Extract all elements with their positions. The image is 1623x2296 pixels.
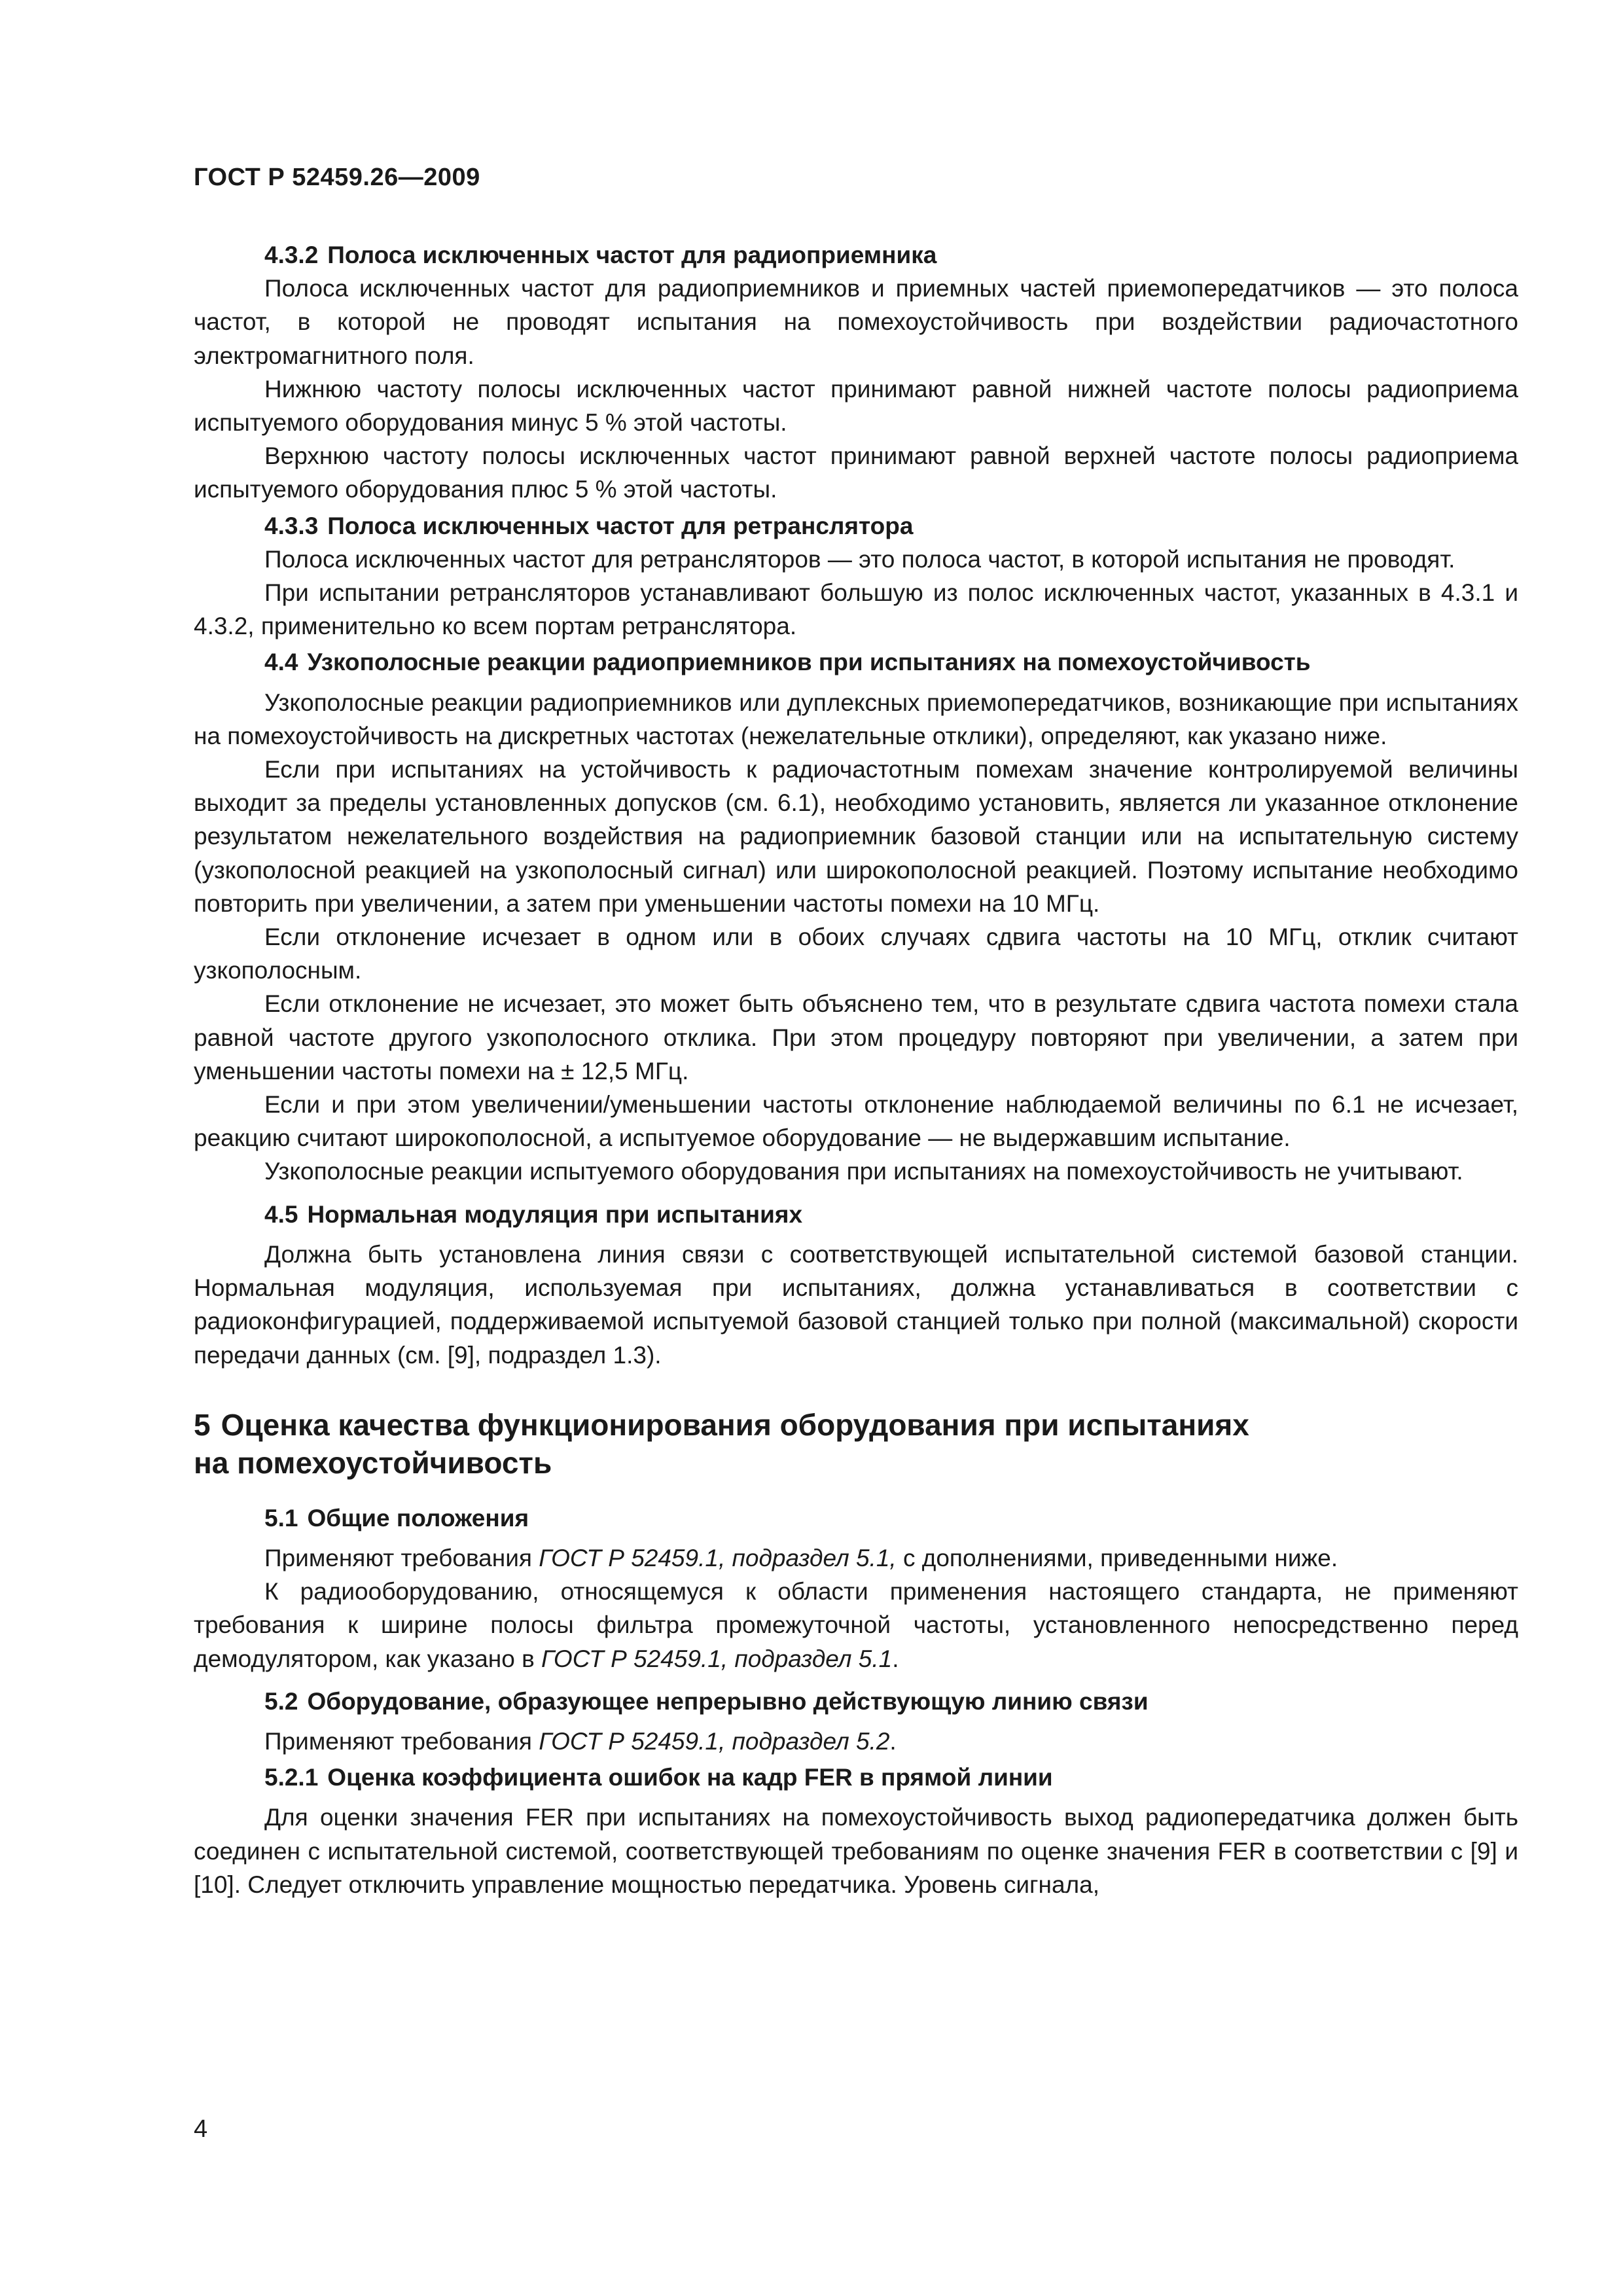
section-number: 4.3.3 bbox=[264, 512, 319, 539]
text: с дополнениями, приведенными ниже. bbox=[896, 1544, 1338, 1571]
section-title: Оценка коэффициента ошибок на кадр FER в прямой линии bbox=[327, 1764, 1053, 1791]
paragraph: Узкополосные реакции радиоприемников или дуплексных приемопередатчиков, возникающие при испытаниях на помехоустойчивость на дискретных частотах (нежелательные отклики), определяют, как указано ниже. bbox=[194, 689, 1518, 749]
paragraph bbox=[194, 1725, 1518, 1758]
section-title: Нормальная модуляция при испытаниях bbox=[307, 1200, 803, 1228]
paragraph: Узкополосные реакции испытуемого оборудования при испытаниях на помехоустойчивость не учитывают. bbox=[264, 1158, 1463, 1185]
paragraph: Должна быть установлена линия связи с соответствующей испытательной системой базовой станции. Нормальная модуляция, используемая при испытаниях, должна устанавливаться в соответствии с радиоконфигурацией, поддерживаемой испытуемой базовой станцией только при полной (максимальной) скорости передачи данных (см. [9], подраздел 1.3). bbox=[194, 1240, 1518, 1369]
paragraph: Полоса исключенных частот для ретрансляторов — это полоса частот, в которой испытания не проводят. bbox=[264, 545, 1455, 573]
section-heading-4-5 bbox=[194, 1198, 1518, 1231]
section-heading-4-3-2 bbox=[194, 238, 1518, 272]
paragraph: Если отклонение исчезает в одном или в обоих случаях сдвига частоты на 10 МГц, отклик считают узкополосным. bbox=[194, 924, 1518, 984]
paragraph: Верхнюю частоту полосы исключенных частот принимают равной верхней частоте полосы радиоприема испытуемого оборудования плюс 5 % этой частоты. bbox=[194, 442, 1518, 503]
paragraph: Если отклонение не исчезает, это может быть объяснено тем, что в результате сдвига частота помехи стала равной частоте другого узкополосного отклика. При этом процедуру повторяют при увеличении, а затем при уменьшении частоты помехи на ± 12,5 МГц. bbox=[194, 990, 1518, 1085]
section-number: 4.3.2 bbox=[264, 242, 319, 268]
paragraph: Если и при этом увеличении/уменьшении частоты отклонение наблюдаемой величины по 6.1 не исчезает, реакцию считают широкополосной, а испытуемое оборудование — не выдержавшим испытание. bbox=[194, 1091, 1518, 1152]
paragraph: Если при испытаниях на устойчивость к радиочастотным помехам значение контролируемой величины выходит за пределы установленных допусков (см. 6.1), необходимо установить, является ли указанное отклонение результатом нежелательного воздействия на радиоприемник базовой станции или на испытательную систему (узкополосной реакцией на узкополосный сигнал) или широкополосной реакцией. Поэтому испытание необходимо повторить при увеличении, а затем при уменьшении частоты помехи на 10 МГц. bbox=[194, 756, 1518, 917]
standard-reference: ГОСТ Р 52459.1, подраздел 5.1 bbox=[541, 1645, 893, 1672]
section-title: Полоса исключенных частот для ретранслятора bbox=[327, 512, 914, 539]
chapter-heading-5 bbox=[194, 1406, 1518, 1482]
text: . bbox=[892, 1645, 899, 1672]
chapter-title-line1: Оценка качества функционирования оборудования при испытаниях bbox=[221, 1407, 1249, 1442]
paragraph: Для оценки значения FER при испытаниях на помехоустойчивость выход радиопередатчика должен быть соединен с испытательной системой, соответствующей требованиям по оценке значения FER в соответствии с [9] и [10]. Следует отключить управление мощностью передатчика. Уровень сигнала, bbox=[194, 1804, 1518, 1898]
section-title: Общие положения bbox=[307, 1504, 529, 1532]
paragraph bbox=[194, 1541, 1518, 1575]
section-number: 5.1 bbox=[264, 1504, 298, 1532]
section-title: Оборудование, образующее непрерывно действующую линию связи bbox=[307, 1687, 1149, 1715]
standard-reference: ГОСТ Р 52459.1, подраздел 5.2 bbox=[539, 1727, 890, 1755]
document-code-header: ГОСТ Р 52459.26—2009 bbox=[194, 164, 480, 191]
section-number: 5.2.1 bbox=[264, 1764, 319, 1791]
section-heading-5-1 bbox=[194, 1501, 1518, 1535]
chapter-number: 5 bbox=[194, 1407, 211, 1442]
text: К радиооборудованию, относящемуся к области применения настоящего стандарта, не применяют требования к ширине полосы фильтра промежуточной частоты, установленного непосредственно перед демодулятором, как указано в bbox=[194, 1578, 1518, 1672]
section-number: 4.4 bbox=[264, 649, 298, 676]
chapter-title-line2: на помехоустойчивость bbox=[194, 1445, 552, 1480]
text: Применяют требования bbox=[264, 1727, 539, 1755]
section-heading-5-2-1 bbox=[194, 1761, 1518, 1794]
section-heading-4-3-3 bbox=[194, 509, 1518, 543]
page-number: 4 bbox=[194, 2115, 208, 2143]
paragraph: Нижнюю частоту полосы исключенных частот принимают равной нижней частоте полосы радиоприема испытуемого оборудования минус 5 % этой частоты. bbox=[194, 375, 1518, 437]
section-heading-5-2 bbox=[194, 1685, 1518, 1718]
section-title: Полоса исключенных частот для радиоприемника bbox=[327, 242, 937, 268]
document-body bbox=[194, 238, 1518, 1901]
standard-reference: ГОСТ Р 52459.1, подраздел 5.1, bbox=[539, 1544, 897, 1571]
text: Применяют требования bbox=[264, 1544, 539, 1571]
paragraph: Полоса исключенных частот для радиоприемников и приемных частей приемопередатчиков — это полоса частот, в которой не проводят испытания на помехоустойчивость при воздействии радиочастотного электромагнитного поля. bbox=[194, 275, 1518, 369]
paragraph: При испытании ретрансляторов устанавливают большую из полос исключенных частот, указанных в 4.3.1 и 4.3.2, применительно ко всем портам ретранслятора. bbox=[194, 579, 1518, 640]
paragraph bbox=[194, 1575, 1518, 1676]
section-number: 4.5 bbox=[264, 1200, 298, 1228]
section-number: 5.2 bbox=[264, 1687, 298, 1715]
section-heading-4-4 bbox=[194, 645, 1518, 679]
text: . bbox=[889, 1727, 897, 1755]
section-title: Узкополосные реакции радиоприемников при испытаниях на помехоустойчивость bbox=[307, 649, 1311, 676]
